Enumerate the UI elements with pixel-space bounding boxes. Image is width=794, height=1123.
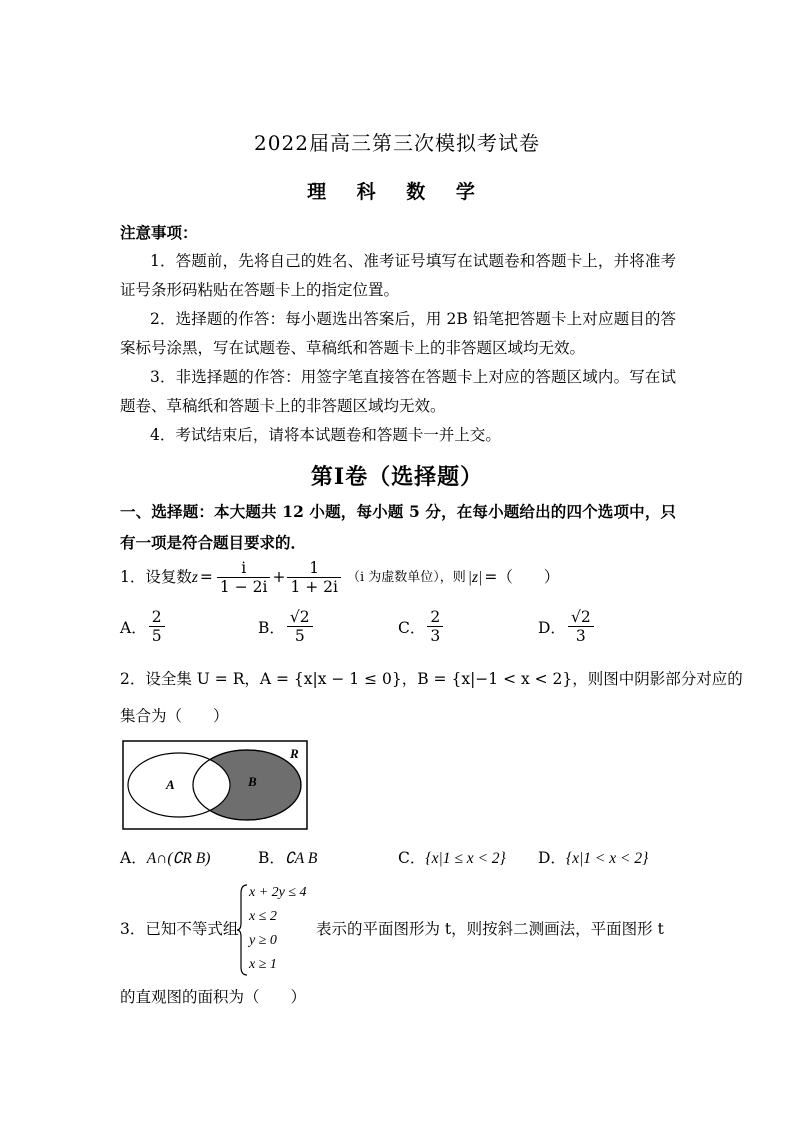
q1-b-num: √2 [287, 608, 313, 627]
q1-den1: 1 − 2i [219, 577, 268, 596]
q2-b-value: ∁A B [284, 850, 318, 867]
section-title: 第Ⅰ卷（选择题） [310, 464, 484, 490]
q2-option-d [538, 846, 648, 868]
q3-ineq-1: x + 2y ≤ 4 [249, 885, 307, 900]
q2-d-label: D． [538, 849, 566, 867]
q1-plus: + [272, 567, 286, 586]
q1-option-c-label: C． [398, 618, 426, 637]
q1-option-a [120, 608, 167, 645]
q3-ineq-4: x ≥ 1 [249, 957, 277, 972]
q1-a-den: 5 [151, 627, 162, 645]
venn-label-r: R [290, 746, 299, 761]
q1-option-b-label: B． [258, 618, 285, 637]
q1-a-num: 2 [149, 608, 165, 627]
q1-fraction-2 [287, 559, 341, 596]
notice-item-1: 1．答题前，先将自己的姓名、准考证号填写在试题卷和答题卡上，并将准考证号条形码粘贴在答题卡上的指定位置。 [120, 252, 676, 299]
q1-option-a-frac [149, 608, 165, 645]
q2-a-label: A． [120, 849, 147, 867]
q1-tail: =（ ） [484, 567, 560, 586]
q2-line1: 2．设全集 U = R，A = {x|x − 1 ≤ 0}，B = {x|−1 < x < 2}，则图中阴影部分对应的 [120, 670, 743, 688]
venn-label-a: A [166, 777, 175, 792]
q2-line2: 集合为（ ） [120, 707, 229, 725]
q1-eq: = [199, 567, 213, 586]
q1-option-d-frac [568, 608, 594, 645]
q3-prefix: 3．已知不等式组 [120, 920, 239, 938]
q2-option-a [120, 846, 210, 868]
question-1 [120, 556, 559, 598]
q1-abs: |z| [467, 568, 483, 586]
q1-option-c-frac [427, 608, 443, 645]
q1-prefix: 1．设复数 [120, 567, 192, 586]
q1-z: z [191, 568, 198, 586]
q1-num2: 1 [287, 559, 341, 578]
notice-item-3: 3．非选择题的作答：用签字笔直接答在答题卡上对应的答题区域内。写在试题卷、草稿纸和答题卡上的非答题区域均无效。 [120, 368, 676, 415]
q2-option-c [398, 846, 506, 868]
q1-option-d-label: D． [538, 618, 566, 637]
q1-option-a-label: A． [120, 618, 147, 637]
q2-c-label: C． [398, 849, 426, 867]
q1-option-b [258, 608, 315, 645]
q2-d-value: {x|1 < x < 2} [565, 850, 649, 867]
notice-item-4: 4．考试结束后，请将本试题卷和答题卡一并上交。 [150, 426, 501, 444]
exam-title: 2022届高三第三次模拟考试卷 [254, 131, 540, 155]
q1-note: （i 为虚数单位），则 [346, 569, 466, 585]
q2-b-label: B． [258, 849, 285, 867]
q2-c-value: {x|1 ≤ x < 2} [425, 850, 506, 867]
q1-d-den: 3 [575, 627, 586, 645]
venn-diagram [122, 740, 308, 830]
q2-a-value: A∩(∁R B) [146, 850, 211, 867]
q3-ineq-3: y ≥ 0 [249, 933, 277, 948]
notice-heading [120, 218, 198, 247]
q1-option-c [398, 608, 445, 645]
q3-system [249, 881, 307, 977]
q1-option-b-frac [287, 608, 313, 645]
notice-heading-text: 注意事项： [120, 223, 198, 242]
notice-item-2: 2．选择题的作答：每小题选出答案后，用 2B 铅笔把答题卡上对应题目的答案标号涂黑，写在试题卷、草稿纸和答题卡上的非答题区域均无效。 [120, 310, 676, 357]
section-instruction: 一、选择题：本大题共 12 小题，每小题 5 分，在每小题给出的四个选项中，只有一项是符合题目要求的． [120, 502, 676, 552]
q1-c-den: 3 [430, 627, 441, 645]
q1-fraction-1 [217, 559, 271, 596]
q3-brace [236, 883, 248, 977]
q1-den2: 1 + 2i [290, 577, 338, 596]
q1-b-den: 5 [294, 627, 305, 645]
q1-c-num: 2 [427, 608, 443, 627]
q1-d-num: √2 [568, 608, 594, 627]
q3-mid: 表示的平面图形为 t，则按斜二测画法，平面图形 t [316, 920, 664, 938]
q2-option-b [258, 846, 317, 868]
q1-num1: i [217, 559, 271, 578]
q3-ineq-2: x ≤ 2 [249, 909, 277, 924]
q1-option-d [538, 608, 596, 645]
venn-label-b: B [248, 774, 257, 789]
exam-subject: 理 科 数 学 [307, 181, 487, 203]
q3-line2: 的直观图的面积为（ ） [120, 988, 307, 1006]
